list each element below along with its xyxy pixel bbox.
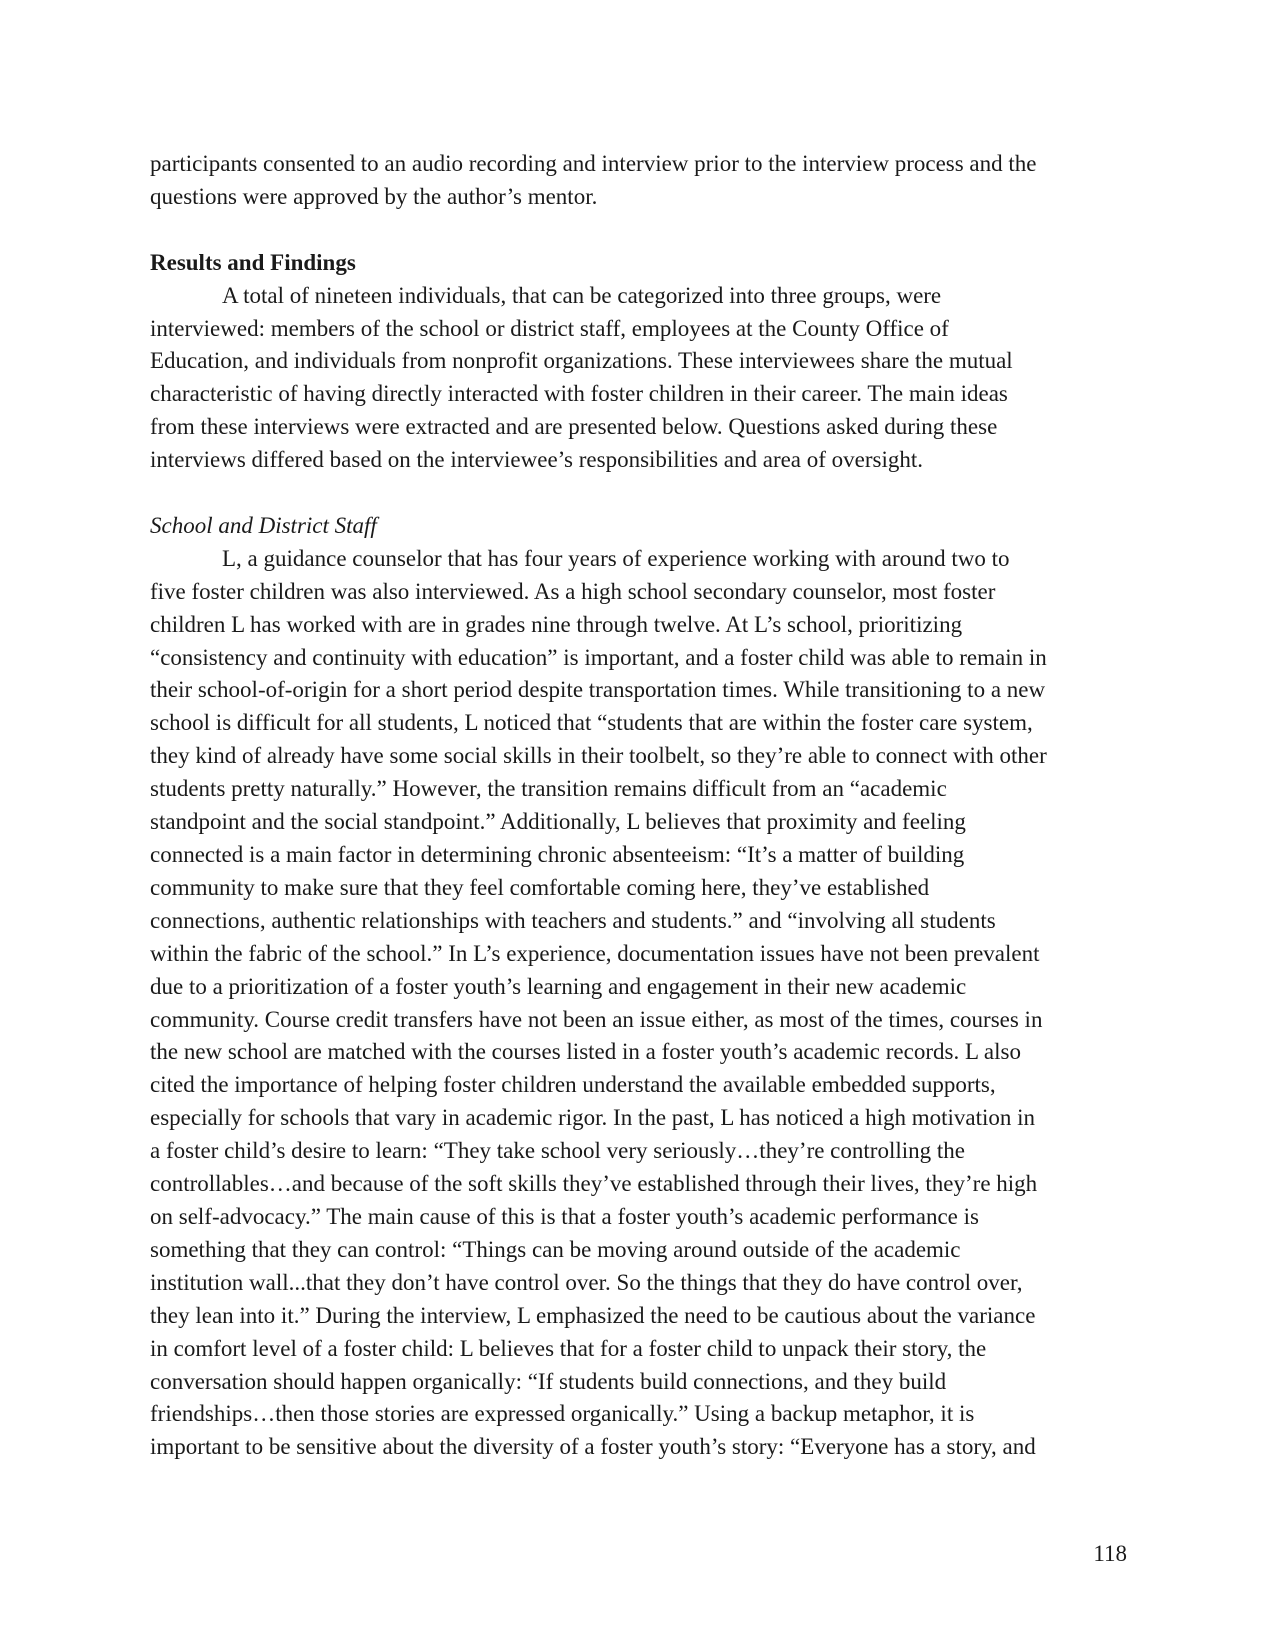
text-line: students pretty naturally.” However, the transition remains difficult from an “academic: [150, 776, 947, 802]
text-line: community to make sure that they feel comfortable coming here, they’ve established: [150, 874, 930, 900]
text-line: on self-advocacy.” The main cause of this is that a foster youth’s academic performance is: [150, 1203, 979, 1229]
text-line: “consistency and continuity with education” is important, and a foster child was able to remain in: [150, 644, 1047, 670]
text-line: the new school are matched with the courses listed in a foster youth’s academic records. L also: [150, 1039, 1021, 1065]
text-line: due to a prioritization of a foster youth’s learning and engagement in their new academic: [150, 973, 967, 999]
text-line: controllables…and because of the soft skills they’ve established through their lives, they’re high: [150, 1171, 1038, 1197]
text-line: A total of nineteen individuals, that can be categorized into three groups, were: [222, 282, 942, 308]
intro-paragraph: [150, 148, 1130, 214]
text-line: children L has worked with are in grades nine through twelve. At L’s school, prioritizing: [150, 611, 963, 637]
text-line: characteristic of having directly interacted with foster children in their career. The main ideas: [150, 381, 1008, 407]
text-line: L, a guidance counselor that has four years of experience working with around two to: [222, 545, 1010, 571]
text-line: questions were approved by the author’s mentor.: [150, 183, 598, 209]
text-line: they kind of already have some social skills in their toolbelt, so they’re able to connect with other: [150, 743, 1047, 769]
text-line: their school-of-origin for a short period despite transportation times. While transitioning to a new: [150, 677, 1046, 703]
text-line: five foster children was also interviewed. As a high school secondary counselor, most foster: [150, 578, 996, 604]
text-line: Education, and individuals from nonprofit organizations. These interviewees share the mutual: [150, 348, 1013, 374]
text-line: something that they can control: “Things can be moving around outside of the academic: [150, 1236, 961, 1262]
text-line: within the fabric of the school.” In L’s experience, documentation issues have not been prevalent: [150, 940, 1040, 966]
page-number: 118: [1093, 1541, 1127, 1566]
results-paragraph: [150, 280, 1130, 477]
text-line: standpoint and the social standpoint.” Additionally, L believes that proximity and feeling: [150, 809, 966, 835]
text-line: connected is a main factor in determining chronic absenteeism: “It’s a matter of building: [150, 842, 965, 867]
text-line: a foster child’s desire to learn: “They take school very seriously…they’re controlling the: [150, 1138, 965, 1164]
text-line: from these interviews were extracted and are presented below. Questions asked during these: [150, 414, 998, 440]
text-line: in comfort level of a foster child: L believes that for a foster child to unpack their story, the: [150, 1335, 987, 1361]
text-line: they lean into it.” During the interview, L emphasized the need to be cautious about the variance: [150, 1302, 1036, 1328]
text-line: participants consented to an audio recording and interview prior to the interview process and the: [150, 151, 1037, 176]
text-line: especially for schools that vary in academic rigor. In the past, L has noticed a high motivation in: [150, 1105, 1036, 1131]
section-heading: Results and Findings: [150, 249, 356, 275]
document-page: [150, 148, 1130, 1464]
text-line: cited the importance of helping foster children understand the available embedded supports,: [150, 1072, 996, 1098]
text-line: conversation should happen organically: “If students build connections, and they build: [150, 1368, 947, 1394]
text-line: community. Course credit transfers have not been an issue either, as most of the times, courses in: [150, 1006, 1043, 1032]
spacer: [150, 477, 1130, 510]
spacer: [150, 214, 1130, 247]
subsection-heading: School and District Staff: [150, 512, 377, 538]
text-line: friendships…then those stories are expressed organically.” Using a backup metaphor, it is: [150, 1401, 975, 1427]
text-line: interviewed: members of the school or district staff, employees at the County Office of: [150, 315, 949, 341]
text-line: connections, authentic relationships with teachers and students.” and “involving all students: [150, 907, 996, 933]
text-line: interviews differed based on the interviewee’s responsibilities and area of oversight.: [150, 447, 924, 473]
staff-paragraph: [150, 543, 1130, 1464]
text-line: important to be sensitive about the diversity of a foster youth’s story: “Everyone has a story, and: [150, 1434, 1036, 1460]
text-line: institution wall...that they don’t have control over. So the things that they do have control over,: [150, 1269, 1023, 1295]
text-line: school is difficult for all students, L noticed that “students that are within the foster care system,: [150, 710, 1033, 736]
